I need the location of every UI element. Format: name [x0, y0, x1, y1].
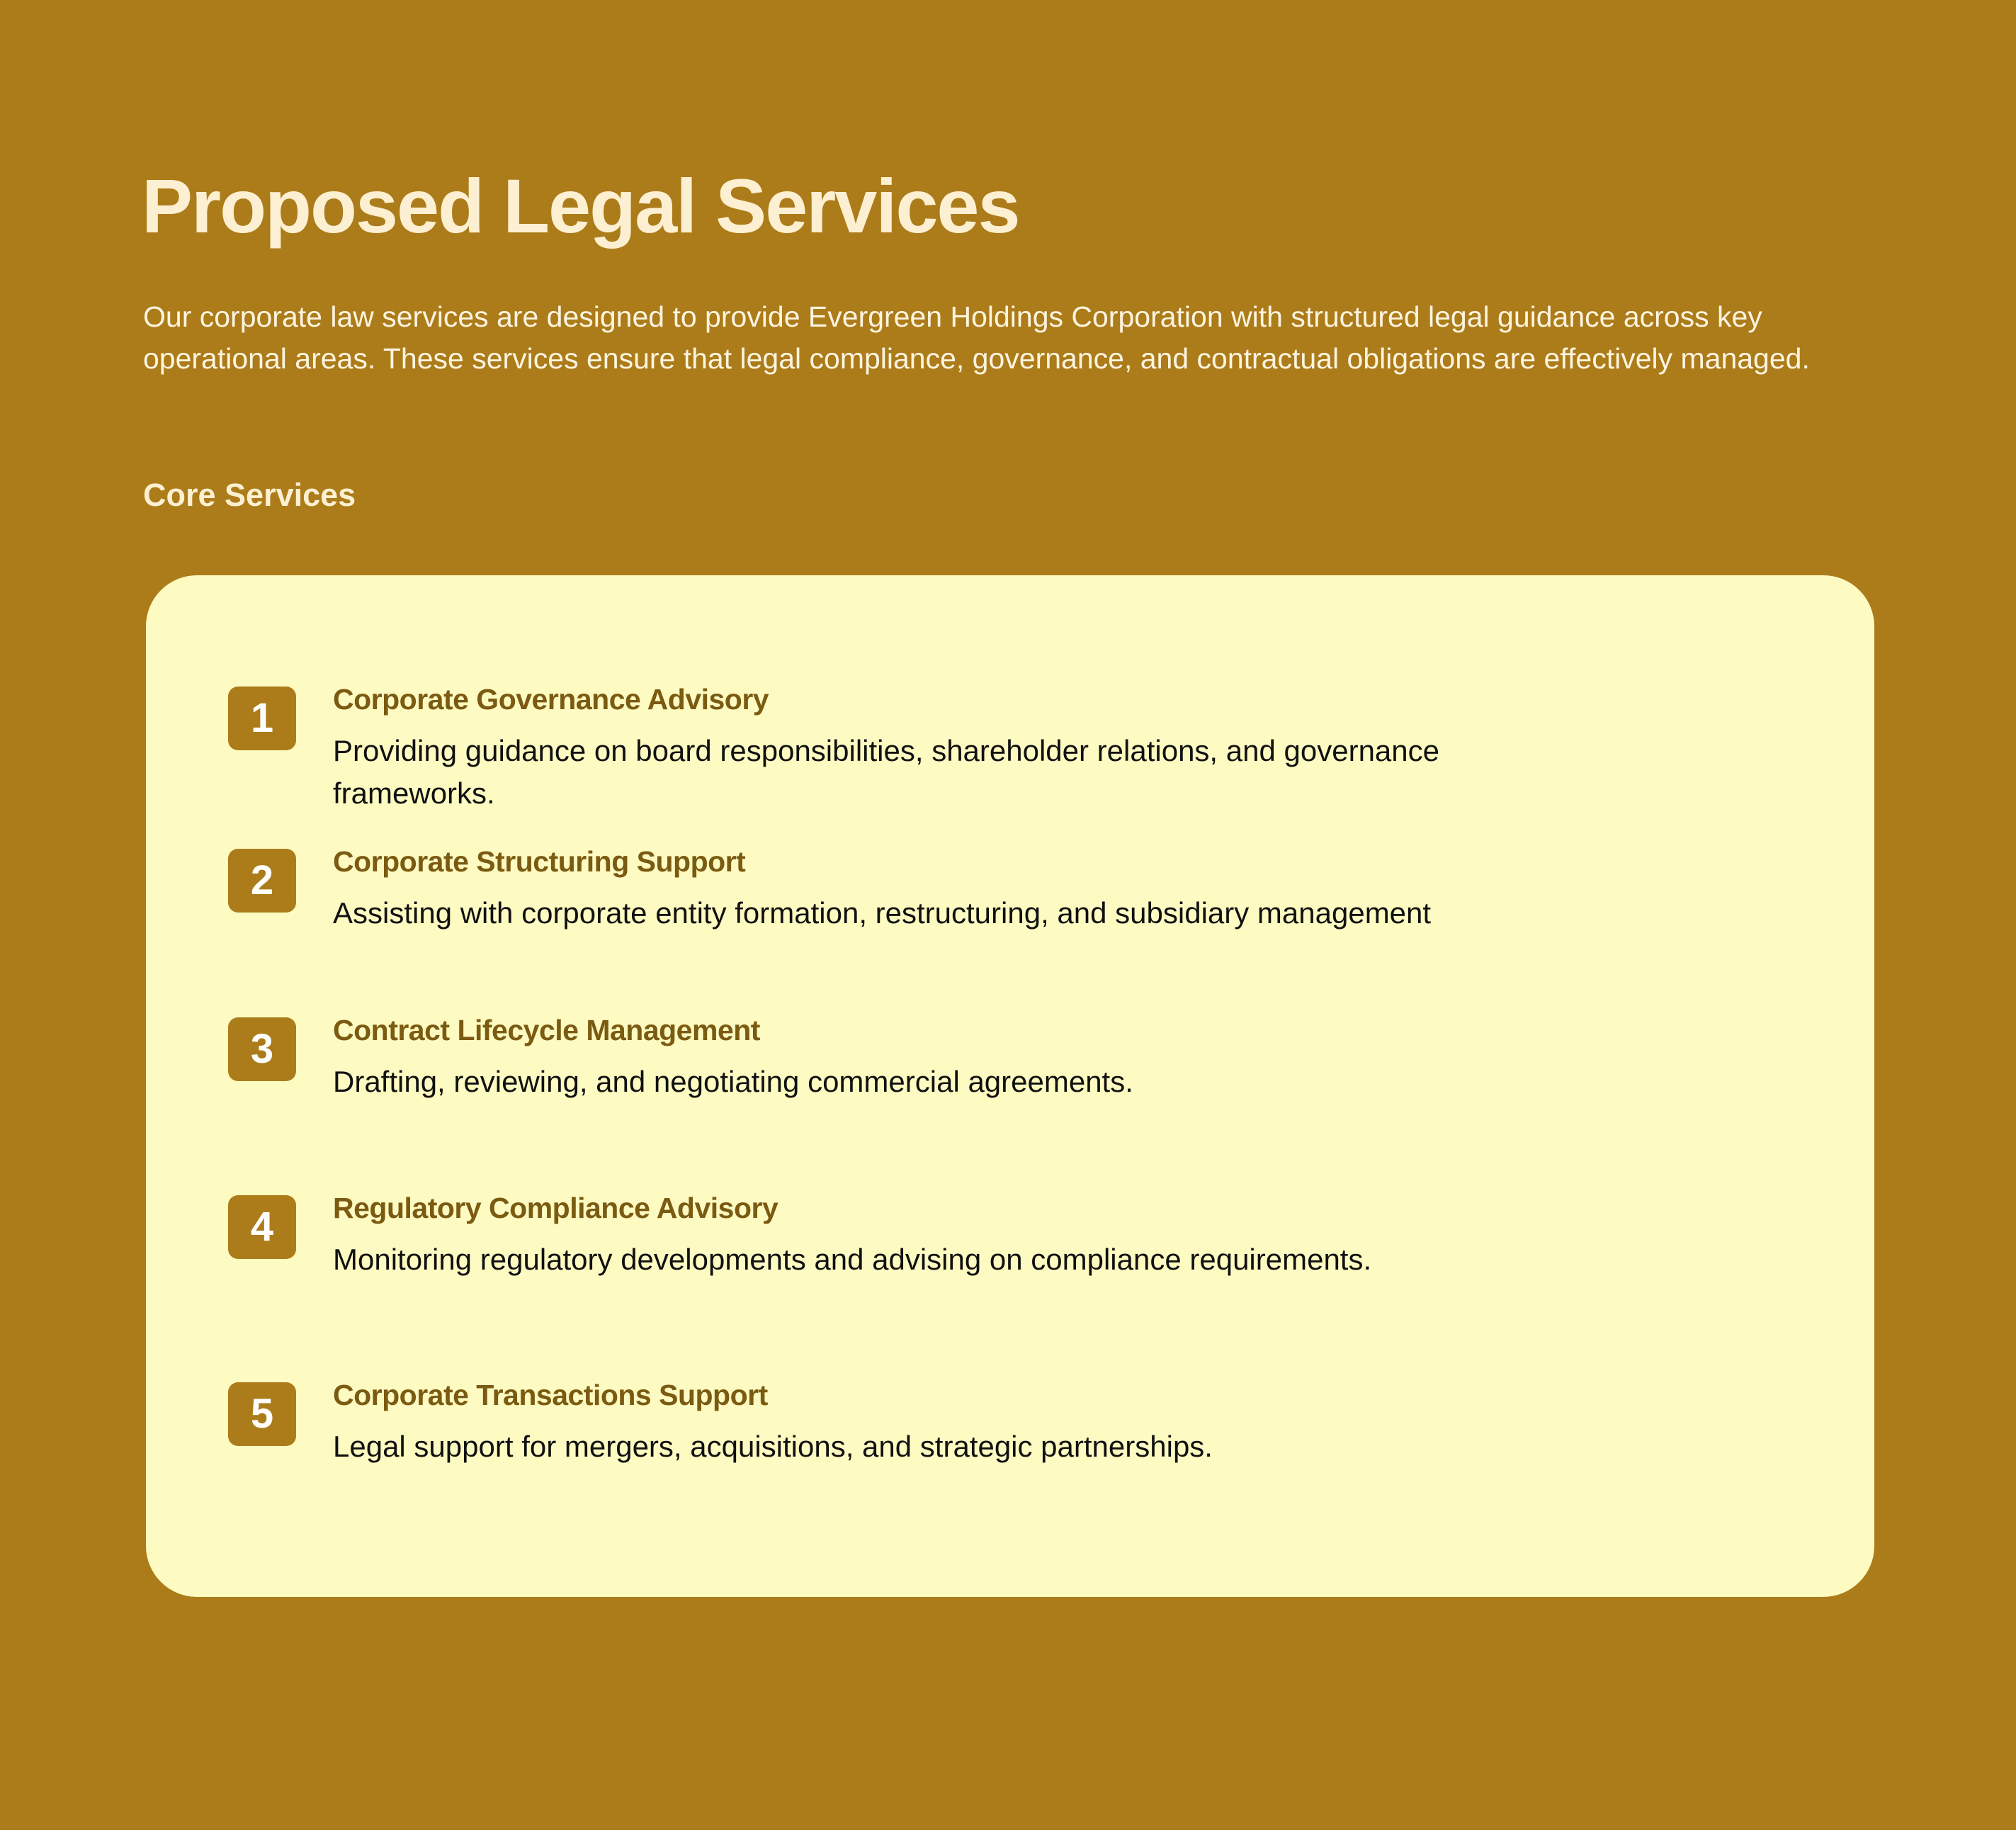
service-body — [333, 682, 1608, 815]
number-badge: 2 — [228, 849, 296, 913]
core-services-card — [146, 575, 1874, 1597]
service-description: Providing guidance on board responsibilities, shareholder relations, and governance frameworks. — [333, 734, 1439, 810]
number-badge: 3 — [228, 1017, 296, 1081]
service-description: Drafting, reviewing, and negotiating commercial agreements. — [333, 1065, 1133, 1099]
intro-paragraph: Our corporate law services are designed to provide Evergreen Holdings Corporation with structured legal guidance across key operational areas. These services ensure that legal compliance, governance, and contractual obligations are effectively managed. — [143, 300, 1810, 375]
service-description: Monitoring regulatory developments and advising on compliance requirements. — [333, 1243, 1372, 1277]
service-body — [333, 1378, 1608, 1468]
number-badge: 4 — [228, 1195, 296, 1259]
service-description: Legal support for mergers, acquisitions, and strategic partnerships. — [333, 1430, 1213, 1464]
service-description: Assisting with corporate entity formation, restructuring, and subsidiary management — [333, 896, 1432, 930]
service-title: Contract Lifecycle Management — [333, 1014, 760, 1046]
page-title: Proposed Legal Services — [142, 163, 1019, 249]
service-body — [333, 1191, 1608, 1281]
service-title: Corporate Structuring Support — [333, 845, 746, 878]
service-title: Regulatory Compliance Advisory — [333, 1192, 778, 1224]
section-heading-core-services: Core Services — [143, 477, 356, 513]
service-title: Corporate Governance Advisory — [333, 683, 769, 716]
number-badge: 5 — [228, 1382, 296, 1446]
number-badge: 1 — [228, 687, 296, 750]
service-body — [333, 845, 1608, 934]
service-title: Corporate Transactions Support — [333, 1379, 768, 1411]
service-body — [333, 1013, 1608, 1103]
